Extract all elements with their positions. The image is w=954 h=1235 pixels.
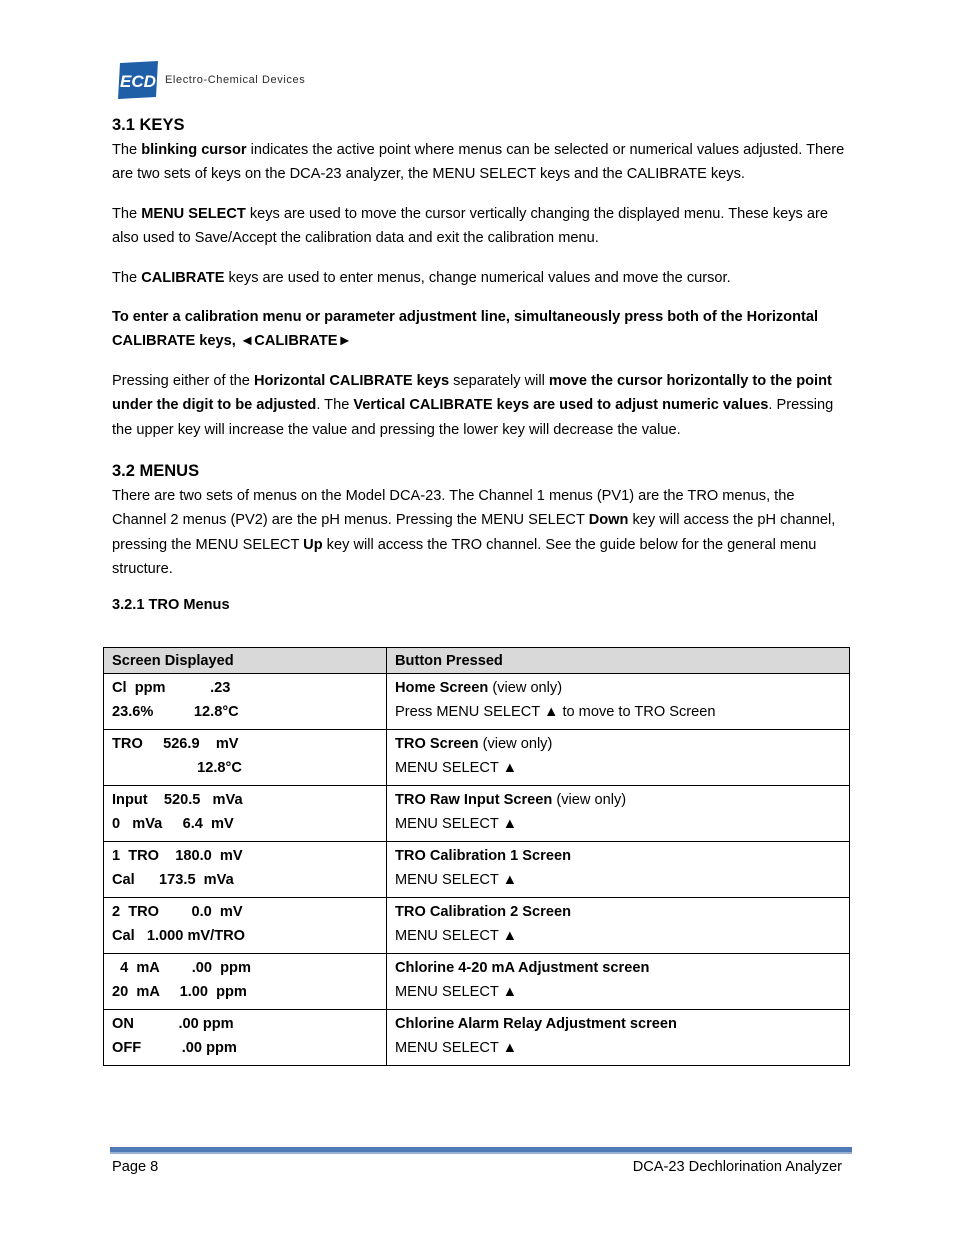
button-action: MENU SELECT ▲ bbox=[395, 816, 518, 832]
bold-text: To enter a calibration menu or parameter adjustment line, simultaneously press both of the Horizontal CALIBRATE keys, ◄CALIBRATE► bbox=[112, 309, 819, 350]
bold-text: Horizontal CALIBRATE keys bbox=[253, 372, 450, 389]
paragraph: The CALIBRATE keys are used to enter menus, change numerical values and move the cursor. bbox=[112, 269, 731, 286]
bold-text: Vertical CALIBRATE keys are used to adjust numeric values bbox=[353, 397, 769, 414]
document-title: DCA-23 Dechlorination Analyzer bbox=[632, 1159, 842, 1175]
table-row bbox=[104, 842, 850, 898]
screen-displayed-cell: ON .00 ppm OFF .00 ppm bbox=[104, 1010, 387, 1066]
table-row bbox=[104, 1010, 850, 1066]
bold-text: MENU SELECT bbox=[141, 205, 246, 222]
screen-title: Home Screen bbox=[395, 680, 489, 696]
screen-title: Chlorine 4-20 mA Adjustment screen bbox=[395, 960, 650, 976]
screen-displayed-cell: Cl ppm .23 23.6% 12.8°C bbox=[104, 674, 387, 730]
paragraph: Pressing either of the Horizontal CALIBRATE keys separately will move the cursor horizontally to the point under the digit to be adjusted. The Vertical CALIBRATE keys are used to adjust numeric values. Pressing the upper key will increase the value and pressing the lower key will decrease the value. bbox=[112, 372, 834, 438]
table-row bbox=[104, 730, 850, 786]
company-logo bbox=[117, 60, 305, 100]
table-row bbox=[104, 898, 850, 954]
screen-displayed-cell: 1 TRO 180.0 mV Cal 173.5 mVa bbox=[104, 842, 387, 898]
section-heading-keys: 3.1 KEYS bbox=[112, 116, 185, 134]
button-action: MENU SELECT ▲ bbox=[395, 872, 518, 888]
button-pressed-cell bbox=[387, 786, 850, 842]
footer-rule bbox=[110, 1147, 852, 1152]
subsection-heading-tro-menus: 3.2.1 TRO Menus bbox=[112, 596, 230, 613]
paragraph bbox=[112, 305, 850, 354]
bold-text: move the cursor horizontally to the point under the digit to be adjusted bbox=[112, 372, 832, 414]
screen-note: (view only) bbox=[552, 792, 627, 808]
paragraph: There are two sets of menus on the Model DCA-23. The Channel 1 menus (PV1) are the TRO menus, the Channel 2 menus (PV2) are the pH menus. Pressing the MENU SELECT Down key will access the pH channel, pressing the MENU SELECT Up key will access the TRO channel. See the guide below for the general menu structure. bbox=[112, 488, 836, 578]
screen-title: TRO Screen bbox=[395, 736, 479, 752]
bold-text: blinking cursor bbox=[141, 142, 247, 158]
button-pressed-cell bbox=[387, 730, 850, 786]
paragraph: The blinking cursor indicates the active point where menus can be selected or numerical values adjusted. There are two sets of keys on the DCA-23 analyzer, the MENU SELECT keys and the CALIBRATE keys. bbox=[112, 142, 845, 183]
button-action: MENU SELECT ▲ bbox=[395, 984, 518, 1000]
table-row bbox=[104, 786, 850, 842]
page-body bbox=[112, 112, 850, 616]
company-name: Electro-Chemical Devices bbox=[165, 74, 306, 86]
page-number: Page 8 bbox=[112, 1159, 159, 1175]
screen-note: (view only) bbox=[478, 736, 553, 752]
button-action: MENU SELECT ▲ bbox=[395, 928, 518, 944]
tro-menus-table bbox=[103, 647, 850, 1066]
screen-displayed-cell: 2 TRO 0.0 mV Cal 1.000 mV/TRO bbox=[104, 898, 387, 954]
button-action: MENU SELECT ▲ bbox=[395, 1040, 518, 1056]
table-header-row bbox=[104, 648, 850, 674]
screen-title: TRO Calibration 2 Screen bbox=[395, 904, 571, 920]
svg-text:ECD: ECD bbox=[120, 72, 156, 91]
screen-title: Chlorine Alarm Relay Adjustment screen bbox=[395, 1016, 677, 1032]
column-header-screen: Screen Displayed bbox=[104, 648, 387, 674]
button-pressed-cell bbox=[387, 1010, 850, 1066]
button-pressed-cell bbox=[387, 842, 850, 898]
screen-note: (view only) bbox=[488, 680, 563, 696]
button-pressed-cell bbox=[387, 898, 850, 954]
table-row bbox=[104, 954, 850, 1010]
bold-text: CALIBRATE bbox=[141, 269, 225, 286]
screen-title: TRO Calibration 1 Screen bbox=[395, 848, 571, 864]
paragraph: The MENU SELECT keys are used to move the cursor vertically changing the displayed menu. These keys are also used to Save/Accept the calibration data and exit the calibration menu. bbox=[112, 205, 828, 247]
screen-title: TRO Raw Input Screen bbox=[395, 792, 553, 808]
button-action: MENU SELECT ▲ bbox=[395, 760, 518, 776]
column-header-button: Button Pressed bbox=[387, 648, 850, 674]
table-row bbox=[104, 674, 850, 730]
bold-text: Down bbox=[588, 512, 629, 529]
screen-displayed-cell: 4 mA .00 ppm 20 mA 1.00 ppm bbox=[104, 954, 387, 1010]
ecd-logo-icon bbox=[117, 61, 159, 99]
button-pressed-cell bbox=[387, 674, 850, 730]
section-heading-menus: 3.2 MENUS bbox=[112, 462, 200, 481]
screen-displayed-cell: Input 520.5 mVa 0 mVa 6.4 mV bbox=[104, 786, 387, 842]
button-action: Press MENU SELECT ▲ to move to TRO Screen bbox=[395, 704, 716, 720]
button-pressed-cell bbox=[387, 954, 850, 1010]
screen-displayed-cell: TRO 526.9 mV 12.8°C bbox=[104, 730, 387, 786]
bold-text: Up bbox=[303, 536, 323, 553]
